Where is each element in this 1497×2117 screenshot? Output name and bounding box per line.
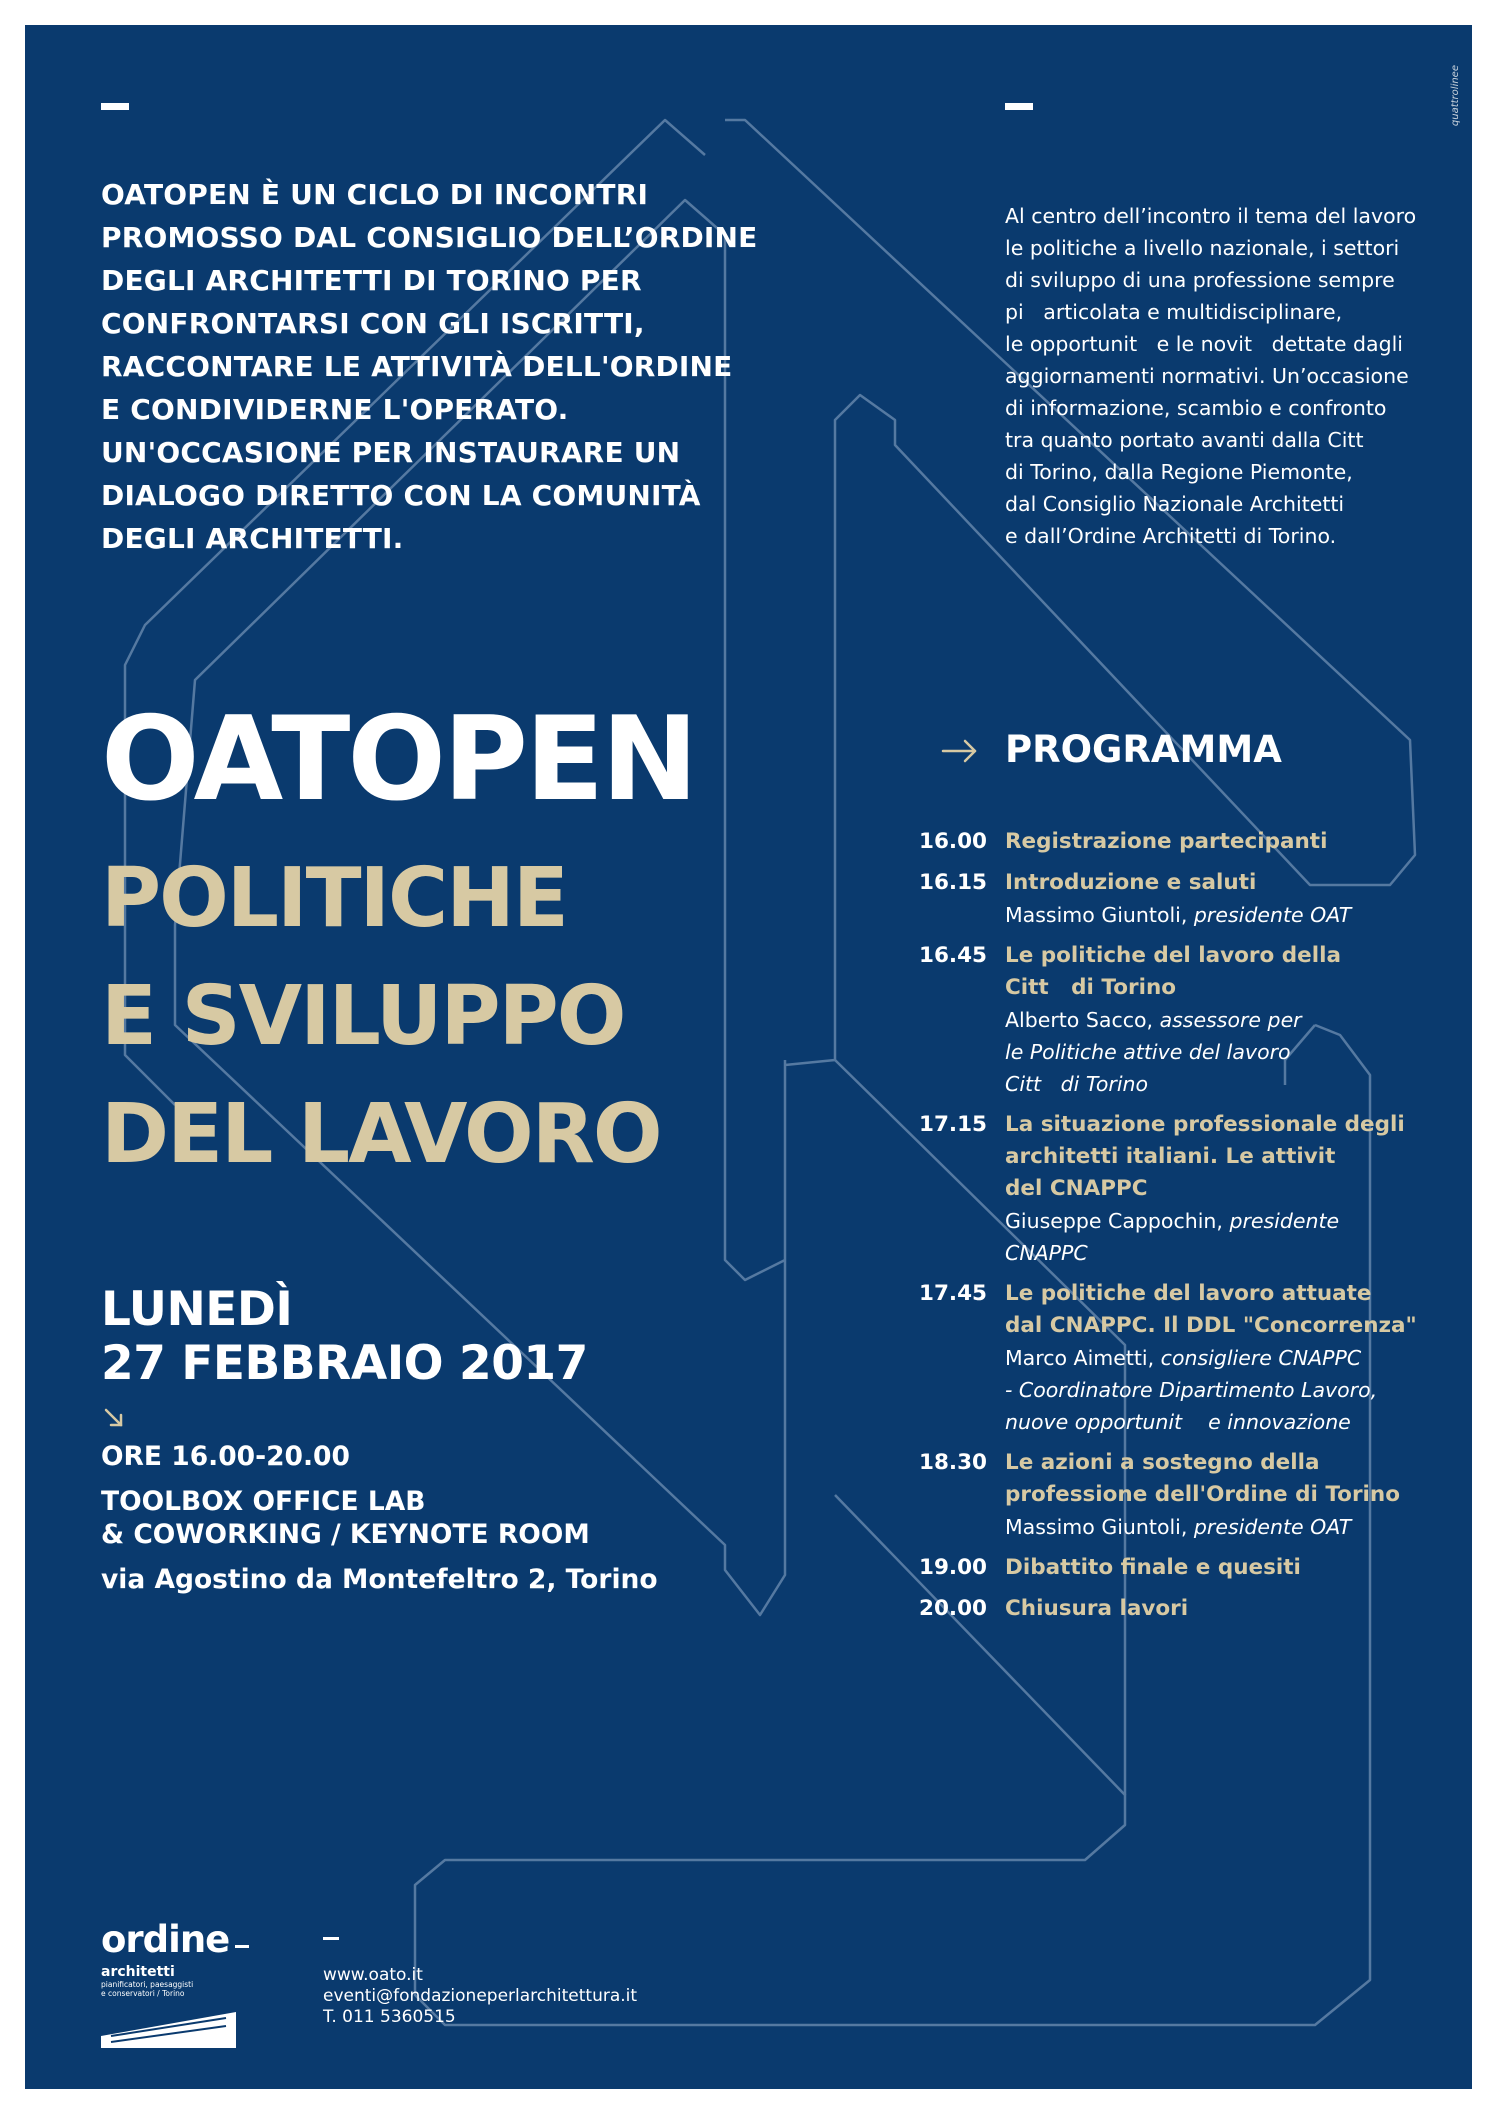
description-dash [1005, 103, 1033, 110]
program-time: 17.15 [919, 1112, 988, 1137]
description-line: Al centro dell’incontro il tema del lavoro [1005, 204, 1417, 228]
program-speaker [1005, 1036, 1439, 1068]
program-item-title: La situazione professionale degli [1005, 1112, 1405, 1137]
program-item-title: Chiusura lavori [1005, 1596, 1189, 1621]
speaker-role: presidente [1229, 1209, 1340, 1233]
subtitle-line: E SVILUPPO [101, 969, 625, 1064]
speaker-name: Marco Aimetti, [1005, 1346, 1161, 1370]
speaker-role: le Politiche attive del lavoro [1005, 1040, 1291, 1064]
intro-text [101, 173, 781, 560]
program-item-title: Le azioni a sostegno della [1005, 1450, 1320, 1475]
description-line: di sviluppo di una professione sempre [1005, 268, 1395, 292]
description-text [1005, 200, 1445, 552]
program-item-title: Citt di Torino [1005, 975, 1177, 1000]
venue-line: & COWORKING / KEYNOTE ROOM [101, 1519, 590, 1550]
program-time: 18.30 [919, 1450, 988, 1475]
contact-phone: T. 011 5360515 [323, 2007, 456, 2027]
program-list [919, 826, 1439, 1634]
intro-line: RACCONTARE LE ATTIVITÀ DELL'ORDINE [101, 350, 733, 383]
description-line: tra quanto portato avanti dalla Citt [1005, 428, 1364, 452]
intro-line: PROMOSSO DAL CONSIGLIO DELL’ORDINE [101, 221, 758, 254]
program-item [919, 1278, 1439, 1438]
speaker-role: CNAPPC [1005, 1241, 1088, 1265]
program-body [1005, 1447, 1439, 1543]
program-item [919, 826, 1439, 858]
description-line: di informazione, scambio e confronto [1005, 396, 1387, 420]
program-body [1005, 826, 1439, 858]
intro-line: E CONDIVIDERNE L'OPERATO. [101, 393, 569, 426]
program-time: 16.00 [919, 829, 988, 854]
program-body [1005, 1593, 1439, 1625]
program-item-title: dal CNAPPC. Il DDL "Concorrenza" [1005, 1313, 1417, 1338]
event-date [101, 1283, 588, 1391]
event-hours: ORE 16.00-20.00 [101, 1441, 350, 1472]
program-heading: PROGRAMMA [1005, 728, 1282, 771]
subtitle-line: DEL LAVORO [101, 1087, 661, 1182]
arrow-right-icon [941, 738, 979, 764]
event-venue [101, 1440, 658, 1596]
contact-email[interactable]: eventi@fondazioneperlarchitettura.it [323, 1986, 638, 2006]
description-line: dal Consiglio Nazionale Architetti [1005, 492, 1345, 516]
speaker-name: Massimo Giuntoli, [1005, 1515, 1194, 1539]
program-item [919, 1552, 1439, 1584]
venue-address: via Agostino da Montefeltro 2, Torino [101, 1564, 658, 1595]
intro-line: DEGLI ARCHITETTI. [101, 522, 404, 555]
program-time: 19.00 [919, 1555, 988, 1580]
speaker-role: - Coordinatore Dipartimento Lavoro, [1005, 1378, 1378, 1402]
program-speaker [1005, 1342, 1439, 1374]
poster [25, 25, 1472, 2089]
program-speaker [1005, 1511, 1439, 1543]
event-subtitle [101, 840, 661, 1194]
program-speaker [1005, 1406, 1439, 1438]
program-item-title: Le politiche del lavoro della [1005, 943, 1342, 968]
logo-tagline: pianificatori, paesaggisti [101, 1980, 194, 1989]
logo-mark-icon [101, 2006, 236, 2048]
program-item [919, 1447, 1439, 1543]
intro-dash [101, 103, 129, 110]
program-speaker [1005, 1205, 1439, 1237]
intro-line: UN'OCCASIONE PER INSTAURARE UN [101, 436, 681, 469]
speaker-name: Massimo Giuntoli, [1005, 903, 1194, 927]
speaker-role: Citt di Torino [1005, 1072, 1149, 1096]
program-body [1005, 940, 1439, 1100]
logo-subtitle: architetti [101, 1964, 175, 1980]
program-time: 17.45 [919, 1281, 988, 1306]
program-speaker [1005, 1004, 1439, 1036]
description-line: le opportunit e le novit dettate dagli [1005, 332, 1403, 356]
program-item [919, 867, 1439, 931]
speaker-role: presidente OAT [1193, 903, 1352, 927]
intro-line: DEGLI ARCHITETTI DI TORINO PER [101, 264, 642, 297]
program-time: 16.15 [919, 870, 988, 895]
ordine-architetti-logo [101, 1920, 271, 2060]
description-line: aggiornamenti normativi. Un’occasione [1005, 364, 1409, 388]
arrow-down-right-icon [103, 1407, 125, 1429]
program-item [919, 1593, 1439, 1625]
contacts [323, 1965, 637, 2028]
description-line: di Torino, dalla Regione Piemonte, [1005, 460, 1353, 484]
speaker-role: presidente OAT [1193, 1515, 1352, 1539]
intro-line: CONFRONTARSI CON GLI ISCRITTI, [101, 307, 645, 340]
program-item-title: Dibattito finale e quesiti [1005, 1555, 1301, 1580]
speaker-name: Alberto Sacco, [1005, 1008, 1160, 1032]
description-line: pi articolata e multidisciplinare, [1005, 300, 1343, 324]
program-time: 20.00 [919, 1596, 988, 1621]
speaker-role: nuove opportunit e innovazione [1005, 1410, 1351, 1434]
speaker-name: Giuseppe Cappochin, [1005, 1209, 1230, 1233]
program-speaker [1005, 1068, 1439, 1100]
program-item-title: Introduzione e saluti [1005, 870, 1257, 895]
program-item [919, 940, 1439, 1100]
program-item-title: architetti italiani. Le attivit [1005, 1144, 1336, 1169]
event-title: OATOPEN [101, 692, 696, 827]
program-item-title: Registrazione partecipanti [1005, 829, 1328, 854]
description-line: le politiche a livello nazionale, i settori [1005, 236, 1400, 260]
contact-website[interactable]: www.oato.it [323, 1965, 423, 1985]
logo-tagline: e conservatori / Torino [101, 1989, 185, 1998]
program-speaker [1005, 1374, 1439, 1406]
program-item-title: professione dell'Ordine di Torino [1005, 1482, 1400, 1507]
program-speaker [1005, 899, 1439, 931]
program-body [1005, 1109, 1439, 1269]
event-day: LUNEDÌ [101, 1282, 293, 1337]
subtitle-line: POLITICHE [101, 851, 567, 946]
contacts-dash [323, 1937, 339, 1940]
program-item [919, 1109, 1439, 1269]
speaker-role: consigliere CNAPPC [1160, 1346, 1362, 1370]
program-speaker [1005, 1237, 1439, 1269]
program-item-title: del CNAPPC [1005, 1176, 1148, 1201]
intro-line: OATOPEN È UN CICLO DI INCONTRI [101, 178, 649, 211]
program-body [1005, 867, 1439, 931]
intro-line: DIALOGO DIRETTO CON LA COMUNITÀ [101, 479, 701, 512]
venue-line: TOOLBOX OFFICE LAB [101, 1486, 426, 1517]
designer-credit: quattrolinee [1450, 65, 1461, 127]
event-full-date: 27 FEBBRAIO 2017 [101, 1336, 588, 1391]
program-body [1005, 1278, 1439, 1438]
logo-wordmark: ordine [101, 1920, 271, 1960]
program-item-title: Le politiche del lavoro attuate [1005, 1281, 1372, 1306]
speaker-role: assessore per [1159, 1008, 1302, 1032]
description-line: e dall’Ordine Architetti di Torino. [1005, 524, 1337, 548]
program-time: 16.45 [919, 943, 988, 968]
program-body [1005, 1552, 1439, 1584]
